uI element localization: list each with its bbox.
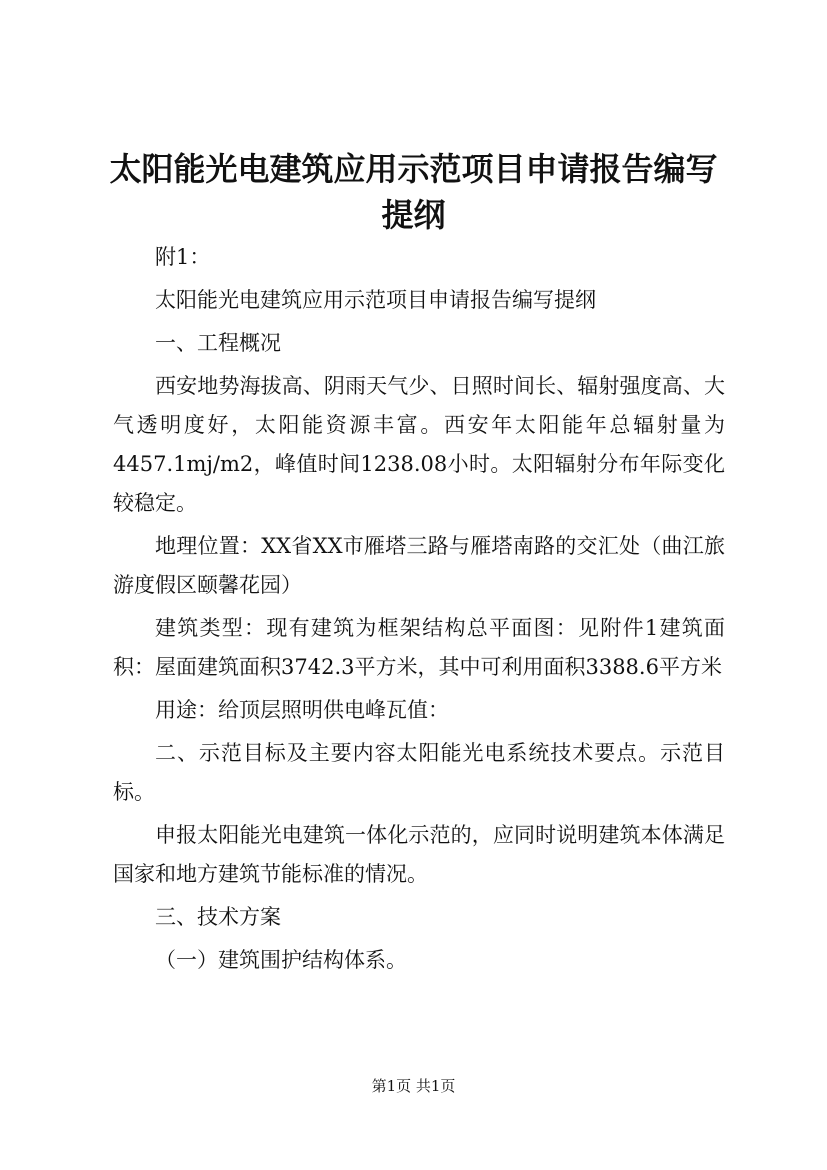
paragraph-location: 地理位置：XX省XX市雁塔三路与雁塔南路的交汇处（曲江旅游度假区颐馨花园） bbox=[113, 534, 725, 597]
document-title: 太阳能光电建筑应用示范项目申请报告编写提纲 bbox=[109, 150, 718, 234]
paragraph-attachment-label: 附1： bbox=[155, 245, 211, 269]
paragraph-subtitle: 太阳能光电建筑应用示范项目申请报告编写提纲 bbox=[155, 288, 596, 312]
paragraph-energy-standards: 申报太阳能光电建筑一体化示范的，应同时说明建筑本体满足国家和地方建筑节能标准的情况。 bbox=[113, 823, 725, 886]
subsection-heading-envelope: （一）建筑围护结构体系。 bbox=[155, 948, 407, 972]
paragraph-building-type: 建筑类型：现有建筑为框架结构总平面图：见附件1建筑面积：屋面建筑面积3742.3平方米，其中可利用面积3388.6平方米 bbox=[113, 616, 725, 679]
section-heading-goals: 二、示范目标及主要内容太阳能光电系统技术要点。示范目标。 bbox=[113, 741, 725, 804]
section-heading-overview: 一、工程概况 bbox=[155, 331, 281, 355]
paragraph-solar-resources: 西安地势海拔高、阴雨天气少、日照时间长、辐射强度高、大气透明度好，太阳能资源丰富。西安年太阳能年总辐射量为4457.1mj/m2，峰值时间1238.08小时。太阳辐射分布年际变化较稳定。 bbox=[113, 374, 725, 515]
page-footer: 第1页 共1页 bbox=[371, 1077, 456, 1095]
paragraph-usage: 用途：给顶层照明供电峰瓦值： bbox=[155, 698, 449, 722]
section-heading-technical-plan: 三、技术方案 bbox=[155, 905, 281, 929]
document-body bbox=[113, 238, 725, 984]
